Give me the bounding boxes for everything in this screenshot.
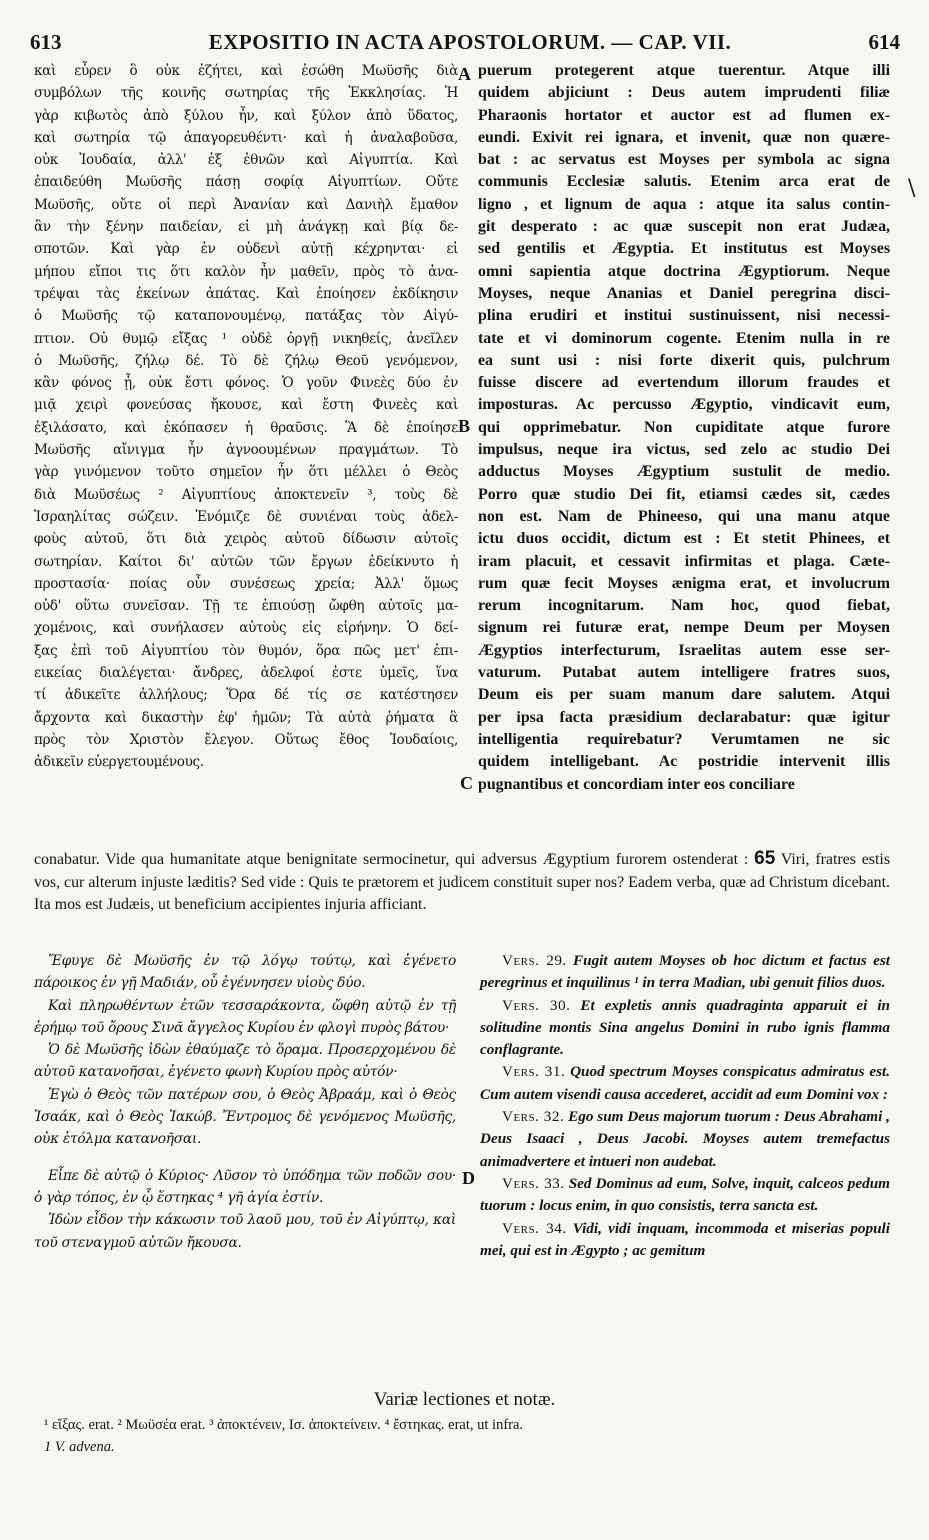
- latin-verses: [480, 950, 890, 1262]
- greek-line: ἂν τὴν ξένην παιδείαν, εἰ μὴ ἀνάγκῃ καὶ βίᾳ δε-: [34, 219, 458, 236]
- greek-line: τί ἀδικεῖτε ἀλλήλους; Ὅρα δέ τίς σε κατέστησεν: [34, 687, 458, 704]
- latin-line: bat : ac servatus est Moyses per symbola ac signa: [478, 151, 890, 169]
- latin-column-top: [478, 60, 890, 796]
- latin-verse: [480, 995, 890, 1062]
- full-text-part-1: conabatur. Vide qua humanitate atque benignitate sermocinetur, qui adversus Ægyptium furorem ostenderat :: [34, 851, 755, 868]
- section-marker-c: C: [460, 773, 473, 793]
- latin-line: plina erudiri et institui sustinuissent, nisi necessi-: [478, 307, 890, 325]
- notes: [44, 1414, 890, 1458]
- latin-line: intelligentia requirebatur? Verumtamen ne sic: [478, 730, 890, 748]
- greek-line: ἀδικεῖν εὐεργετουμένους.: [34, 754, 204, 771]
- latin-line: sed gentilis et Ægyptia. Et institutus est Moyses: [478, 240, 890, 258]
- greek-line: φοὺς αὐτοῦ, ὅτι διὰ χειρὸς αὐτοῦ δίδωσιν αὐτοῖς: [34, 531, 458, 548]
- latin-line: per ipsa facta præsidium declarabatur: quæ igitur: [478, 708, 890, 726]
- verse-text: Et expletis annis quadraginta apparuit ei in solitudine montis Sina angelus Domini in rubo ignis flamma conflagrante.: [480, 996, 890, 1059]
- latin-line: ictu duos occidit, dictum est : Et stetit Phinees, et: [478, 530, 890, 548]
- section-marker-d: D: [462, 1168, 475, 1188]
- section-marker-b: B: [458, 416, 471, 436]
- latin-line: vaturum. Putabat autem intelligere fratres suos,: [478, 664, 890, 682]
- greek-line: ὁ Μωϋσῆς, ζήλῳ δέ. Τὸ δὲ ζήλῳ Θεοῦ γενόμενον,: [34, 352, 458, 369]
- greek-verse: Καὶ πληρωθέντων ἐτῶν τεσσαράκοντα, ὤφθη αὐτῷ ἐν τῇ ἐρήμῳ τοῦ ὄρους Σινᾶ ἄγγελος Κυρίου ἐν φλογὶ πυρὸς βάτου·: [34, 997, 456, 1036]
- greek-verse: Εἶπε δὲ αὐτῷ ὁ Κύριος· Λῦσον τὸ ὑπόδημα τῶν ποδῶν σου· ὁ γὰρ τόπος, ἐν ᾧ ἕστηκας ⁴ γῆ ἁγία ἐστίν.: [34, 1167, 456, 1206]
- latin-line: impulsus, neque ira victus, sed zelo ac studio Dei: [478, 441, 890, 459]
- greek-line: πτιον. Οὐ θυμῷ εἴξας ¹ οὐδὲ ὀργῇ νικηθείς, ἀνεῖλεν: [34, 330, 458, 347]
- latin-line: fuisse discere ad evertendum illorum fraudes et: [478, 374, 890, 392]
- latin-verse: [480, 1061, 890, 1106]
- full-width-paragraph: [34, 848, 890, 917]
- latin-line: eundi. Exivit rei ignara, et invenit, quæ non quære-: [478, 128, 890, 146]
- running-title: EXPOSITIO IN ACTA APOSTOLORUM. — CAP. VII.: [208, 30, 732, 54]
- greek-line: εικείας διαλέγεται· ἄνδρες, ἀδελφοί ἐστε ὑμεῖς, ἵνα: [34, 665, 458, 682]
- latin-line: signum rei futuræ erat, nempe Deum per Moysen: [478, 619, 890, 637]
- running-header: [30, 30, 910, 56]
- verse-text: Vidi, vidi inquam, incommoda et miserias populi mei, qui est in Ægypto ; ac gemitum: [480, 1219, 890, 1259]
- greek-verse: Ἰδὼν εἶδον τὴν κάκωσιν τοῦ λαοῦ μου, τοῦ ἐν Αἰγύπτῳ, καὶ τοῦ στεναγμοῦ αὐτῶν ἤκουσα.: [34, 1212, 456, 1251]
- greek-line: ὁ Μωϋσῆς τῷ καταπονουμένῳ, πατάξας τὸν Αἰγύ-: [34, 308, 458, 325]
- latin-line: Deum eis per suam manum dare salutem. Atqui: [478, 686, 890, 704]
- latin-line: Ægyptios interfecturum, Israelitas autem esse ser-: [478, 641, 890, 659]
- column-number: 65: [754, 848, 776, 869]
- greek-line: καὶ σωτηρία τῷ ἀπαγορευθέντι· καὶ ἡ ἀναλαβοῦσα,: [34, 129, 458, 146]
- greek-line: οὐκ Ἰουδαία, ἀλλ' ἐξ ἐθνῶν καὶ Αἰγυπτία. Καὶ: [34, 152, 458, 169]
- latin-line: Porro quæ studio Dei fit, etiamsi cædes sit, cædes: [478, 485, 890, 503]
- margin-mark: \: [908, 176, 916, 201]
- latin-verse: [480, 1106, 890, 1173]
- greek-line: μήπου εἴποι τις ὅτι καλὸν ἦν μαθεῖν, πρὸς τὸ ἀνα-: [34, 263, 458, 280]
- latin-verse: [480, 1173, 890, 1218]
- latin-line: Pharaonis hortator et auctor est ad flumen ex-: [478, 106, 890, 124]
- greek-line: Ἰσραηλίτας σώζειν. Ἐνόμιζε δὲ συνιέναι τοὺς ἀδελ-: [34, 508, 458, 525]
- greek-line: σποτῶν. Καὶ γὰρ ἐν οὐδενὶ αὐτῇ κέχρηνται· εἰ: [34, 241, 458, 258]
- latin-verse: [480, 950, 890, 995]
- page-reference: 614: [868, 30, 900, 54]
- latin-line: communis Ecclesiæ salutis. Etenim arca erat de: [478, 173, 890, 191]
- greek-line: πρὸς τὸν Χριστὸν ἔλεγον. Οὕτως ἔθος Ἰουδαίοις,: [34, 731, 458, 748]
- note-line-2: 1 V. advena.: [44, 1439, 115, 1455]
- greek-line: προστασία· ποίας οὖν συνέσεως χρεία; Ἀλλ' ὅμως: [34, 575, 458, 592]
- latin-line: pugnantibus et concordiam inter eos conciliare: [478, 775, 795, 793]
- latin-line: omni sapientia atque doctrina Ægyptiorum. Neque: [478, 262, 890, 280]
- greek-line: ἐξιλάσατο, καὶ ἐκόπασεν ἡ θραῦσις. Ἃ δὲ ἐποίησε: [34, 419, 458, 436]
- latin-verse: [480, 1218, 890, 1263]
- notes-title: Variæ lectiones et notæ.: [373, 1389, 556, 1410]
- verse-text: Ego sum Deus majorum tuorum : Deus Abrahami , Deus Isaaci , Deus Jacobi. Moyses autem tremefactus animadvertere et intueri non audebat.: [480, 1108, 890, 1170]
- page-number: 613: [30, 30, 62, 54]
- greek-line: ἄρχοντα καὶ δικαστὴν ἐφ' ἡμῶν; Τὰ αὐτὰ ῥήματα ἃ: [34, 709, 458, 726]
- verse-label: Vers. 29.: [502, 952, 567, 969]
- latin-line: Moyses, neque Ananias et Daniel peregrina disci-: [478, 284, 890, 302]
- latin-line: quidem abjiciunt : Deus autem imprudenti filiæ: [478, 84, 890, 102]
- latin-line: non est. Nam de Phineeso, qui una manu atque: [478, 507, 890, 525]
- latin-line: ligno , et lignum de aqua : atque ita salus contin-: [478, 195, 890, 213]
- verse-label: Vers. 30.: [502, 996, 571, 1014]
- latin-line: tate et vi dominorum cogente. Etenim nulla in re: [478, 329, 890, 347]
- latin-line: qui opprimebatur. Non cupiditate atque furore: [478, 418, 890, 436]
- latin-line: rerum incognitarum. Nam hoc, quod fiebat,: [478, 597, 890, 615]
- verse-text: Sed Dominus ad eum, Solve, inquit, calceos pedum tuorum : locus enim, in quo consistis, terra sancta est.: [480, 1174, 890, 1215]
- latin-line: quidem intelligebant. Ac postridie intervenit illis: [478, 753, 890, 771]
- greek-line: οὐδ' οὕτω συνεῖσαν. Τῇ τε ἐπιούσῃ ὤφθη αὐτοῖς μα-: [34, 598, 458, 615]
- greek-column-top: [34, 60, 458, 774]
- verse-label: Vers. 32.: [502, 1108, 565, 1126]
- greek-line: Μωϋσῆς αἴνιγμα ἦν ἀγνοουμένων πραγμάτων. Τὸ: [34, 442, 458, 459]
- greek-line: Μωϋσῆς, οὔτε οἱ περὶ Ἀνανίαν καὶ Δανιὴλ ἔμαθον: [34, 196, 458, 213]
- greek-line: καὶ εὗρεν ὃ οὐκ ἐζήτει, καὶ ἐσώθη Μωϋσῆς διὰ: [34, 63, 458, 79]
- verse-text: Quod spectrum Moyses conspicatus admiratus est. Cum autem visendi causa accederet, accidit ad eum Domini vox :: [480, 1063, 890, 1103]
- greek-verse: Ὁ δὲ Μωϋσῆς ἰδὼν ἐθαύμαζε τὸ ὅραμα. Προσερχομένου δὲ αὐτοῦ κατανοῆσαι, ἐγένετο φωνὴ Κυρίου πρὸς αὐτόν·: [34, 1042, 456, 1081]
- greek-line: τρέψαι τὰς ἐκείνων ἀπάτας. Καὶ ἐποίησεν ἐκδίκησιν: [34, 285, 458, 302]
- verse-label: Vers. 31.: [502, 1063, 566, 1081]
- greek-line: ἐπαιδεύθη Μωϋσῆς πάσῃ σοφίᾳ Αἰγυπτίων. Οὔτε: [34, 174, 458, 191]
- latin-line: puerum protegerent atque tuerentur. Atque illi: [478, 62, 890, 79]
- greek-line: μιᾷ χειρὶ φονεύσας ἤκουσε, καὶ ἔστη Φινεὲς καὶ: [34, 397, 458, 414]
- greek-line: γὰρ κιβωτὸς ἀπὸ ξύλου ἦν, καὶ ξύλον ἀπὸ ὕδατος,: [34, 107, 458, 124]
- greek-verses: [34, 950, 456, 1254]
- latin-line: adductus Moyses Ægyptium sustulit de medio.: [478, 463, 890, 481]
- latin-line: iram placuit, et cessavit infirmitas et plaga. Cæte-: [478, 552, 890, 570]
- latin-line: git desperato : ac quæ suscepit non erat Judæa,: [478, 218, 890, 236]
- section-marker-a: A: [458, 64, 471, 84]
- full-text-part-2: Viri, fratres estis vos, cur alterum injuste læditis? Sed vide : Quis te prætorem et judicem constituit super nos? Eadem verba, quæ ad Christum dicebant. Ita mos est Judæis, ut beneficium accipientes injuria afficiant.: [34, 851, 890, 913]
- greek-line: γὰρ γινόμενον τοῦτο σημεῖον ἦν ὅτι μέλλει ὁ Θεὸς: [34, 464, 458, 481]
- latin-line: ea sunt usi : nisi forte dixerit quis, pulchrum: [478, 351, 890, 369]
- verse-label: Vers. 33.: [502, 1174, 565, 1192]
- greek-verse: Ἔφυγε δὲ Μωϋσῆς ἐν τῷ λόγῳ τούτῳ, καὶ ἐγένετο πάροικος ἐν γῇ Μαδιάν, οὗ ἐγέννησεν υἱοὺς δύο.: [34, 953, 456, 992]
- greek-line: κἂν φόνος ᾖ, οὐκ ἔστι φόνος. Ὁ γοῦν Φινεὲς δύο ἐν: [34, 375, 458, 392]
- note-line-1: ¹ εἴξας. erat. ² Μωϋσέα erat. ³ ἀποκτένειν, Ισ. ἀποκτείνειν. ⁴ ἔστηκας. erat, ut infra.: [44, 1417, 524, 1433]
- greek-line: συμβόλων τῆς κοινῆς σωτηρίας τῆς Ἐκκλησίας. Ἡ: [34, 85, 458, 102]
- greek-verse: Ἐγὼ ὁ Θεὸς τῶν πατέρων σου, ὁ Θεὸς Ἀβραάμ, καὶ ὁ Θεὸς Ἰσαάκ, καὶ ὁ Θεὸς Ἰακώβ. Ἔντρομος δὲ γενόμενος Μωϋσῆς, οὐκ ἐτόλμα κατανοῆσαι.: [34, 1086, 456, 1148]
- latin-line: rum quæ fecit Moyses ænigma erat, et involucrum: [478, 574, 890, 592]
- greek-line: χομένοις, καὶ συνήλασεν αὐτοὺς εἰς εἰρήνην. Ὁ δεί-: [34, 620, 458, 637]
- verse-text: Fugit autem Moyses ob hoc dictum et factus est peregrinus et inquilinus ¹ in terra Madian, ubi genuit filios duos.: [480, 952, 890, 992]
- greek-line: διὰ Μωϋσέως ² Αἰγυπτίους ἀποκτενεῖν ³, τοὺς δὲ: [34, 486, 458, 503]
- latin-line: imposturas. Ac percusso Ægyptio, vindicavit eum,: [478, 396, 890, 414]
- greek-line: σωτηρίαν. Καίτοι δι' αὐτῶν τῶν ἔργων ἐδείκνυτο ἡ: [34, 553, 458, 570]
- greek-line: ξας ἐπὶ τοῦ Αἰγυπτίου τὸν θυμόν, ὅρα πῶς μετ' ἐπι-: [34, 642, 458, 659]
- verse-label: Vers. 34.: [502, 1219, 567, 1237]
